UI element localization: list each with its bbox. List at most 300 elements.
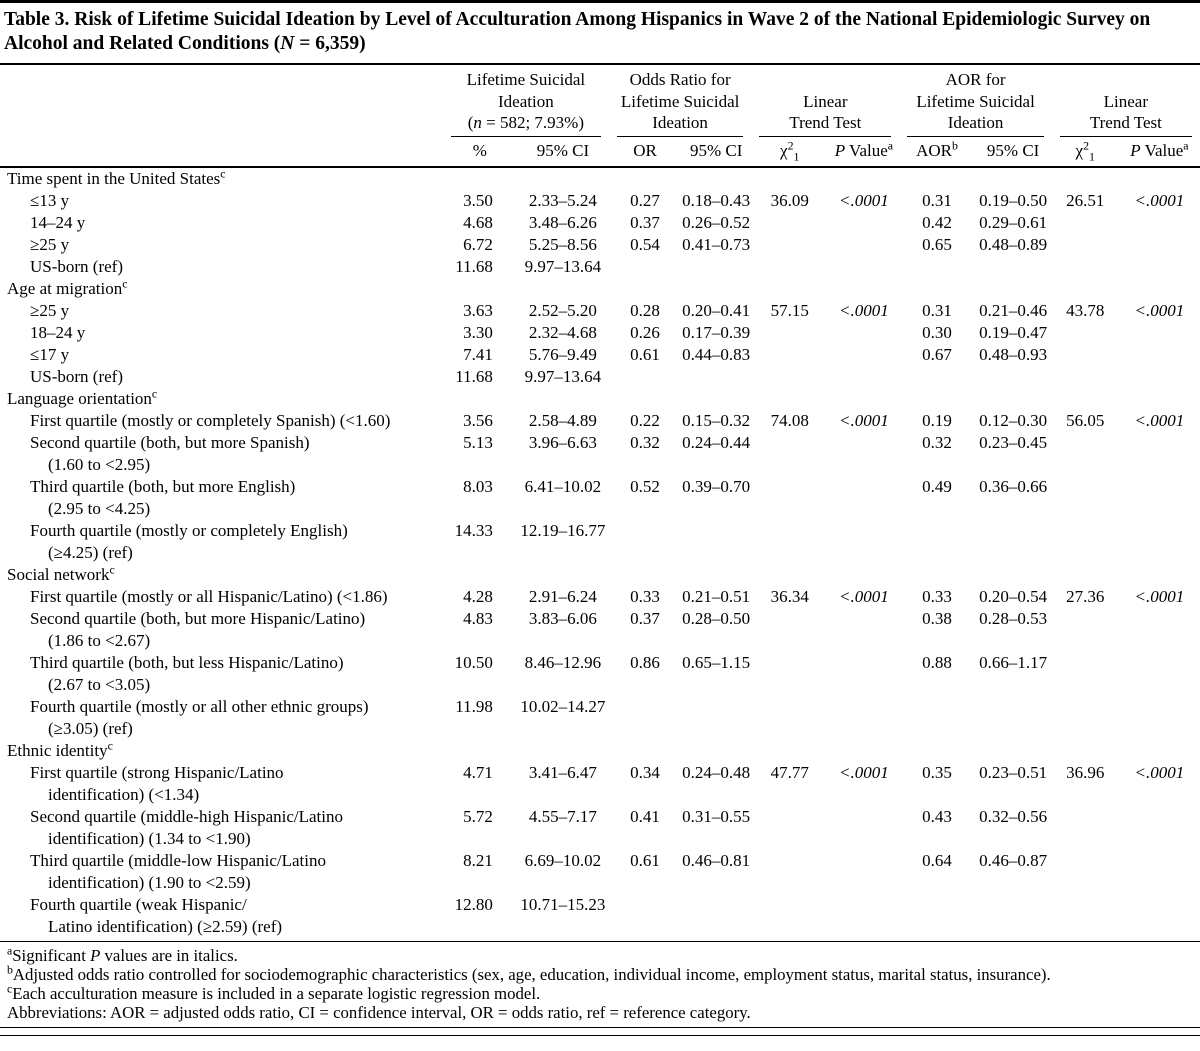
data-cell: 11.68 xyxy=(455,256,493,276)
data-cell: 6.41–10.02 xyxy=(524,476,602,496)
row-label xyxy=(0,300,443,322)
column-header: OR xyxy=(609,137,681,167)
row-label-line2: (2.95 to <4.25) xyxy=(48,498,151,518)
data-cell: 2.33–5.24 xyxy=(528,190,597,210)
data-cell xyxy=(1119,432,1200,476)
data-cell xyxy=(975,256,1052,278)
data-cell xyxy=(828,212,899,234)
data-cell: 2.32–4.68 xyxy=(528,322,597,342)
data-cell xyxy=(1119,520,1200,564)
column-group-underline xyxy=(451,69,601,137)
footnote: $^b$Adjusted odds ratio controlled for sociodemographic characteristics (sex, age, education, individual income, employment status, marital status, insurance). xyxy=(7,962,1051,984)
data-cell: 0.64 xyxy=(922,850,952,870)
data-cell: 36.34 xyxy=(770,586,809,606)
row-label-line2: identification) (<1.34) xyxy=(48,784,200,804)
data-cell xyxy=(1119,322,1200,344)
data-cell: 0.23–0.45 xyxy=(979,432,1048,452)
table-row xyxy=(0,520,1200,564)
data-cell: 0.19–0.50 xyxy=(979,190,1048,210)
data-table xyxy=(0,63,1200,938)
data-cell: 7.41 xyxy=(463,344,493,364)
data-cell xyxy=(828,344,899,366)
table-row xyxy=(0,366,1200,388)
data-cell xyxy=(1052,212,1119,234)
data-cell xyxy=(751,432,828,476)
row-label-line2: Latino identification) (≥2.59) (ref) xyxy=(48,916,283,936)
data-cell: 0.65–1.15 xyxy=(682,652,751,672)
data-cell: 0.36–0.66 xyxy=(979,476,1048,496)
column-group-label: Lifetime Suicidal xyxy=(916,91,1035,111)
table-row xyxy=(0,850,1200,894)
row-label-line1: ≥25 y xyxy=(30,300,70,320)
data-cell: 0.29–0.61 xyxy=(979,212,1048,232)
data-cell: 0.41 xyxy=(630,806,660,826)
data-cell xyxy=(1052,696,1119,740)
table-row xyxy=(0,652,1200,696)
row-label xyxy=(0,212,443,234)
table-row xyxy=(0,476,1200,520)
data-cell xyxy=(828,850,899,894)
column-group-label: Trend Test xyxy=(1089,113,1162,132)
row-label-line2: (1.86 to <2.67) xyxy=(48,630,151,650)
row-label-line1: ≤17 y xyxy=(30,344,70,364)
data-cell: 0.31 xyxy=(922,190,952,210)
table-row xyxy=(0,410,1200,432)
data-cell: 0.31 xyxy=(922,300,952,320)
row-label-line1: Fourth quartile (weak Hispanic/ xyxy=(30,894,247,914)
footnote: Abbreviations: AOR = adjusted odds ratio, CI = confidence interval, OR = odds ratio, ref = reference category. xyxy=(7,1002,751,1022)
data-cell xyxy=(899,366,974,388)
data-cell: 6.69–10.02 xyxy=(524,850,602,870)
column-group-label: Ideation xyxy=(947,113,1004,132)
row-label-line1: Third quartile (both, but less Hispanic/Latino) xyxy=(30,652,344,672)
data-cell xyxy=(681,256,751,278)
data-cell: 5.13 xyxy=(463,432,493,452)
data-cell: 3.48–6.26 xyxy=(528,212,597,232)
row-label xyxy=(0,806,443,850)
data-cell: 0.17–0.39 xyxy=(682,322,751,342)
column-group-row xyxy=(0,64,1200,137)
data-cell: 0.86 xyxy=(630,652,660,672)
data-cell: 12.19–16.77 xyxy=(520,520,606,540)
data-cell: 14.33 xyxy=(454,520,493,540)
data-cell: <.0001 xyxy=(839,410,889,430)
table-row xyxy=(0,608,1200,652)
section-row xyxy=(0,564,1200,586)
row-label xyxy=(0,762,443,806)
column-header: $\chi^2_1$ xyxy=(751,137,828,167)
data-cell: 36.09 xyxy=(770,190,809,210)
column-group-underline xyxy=(617,69,743,137)
data-cell: 0.46–0.81 xyxy=(682,850,751,870)
data-cell: 0.12–0.30 xyxy=(979,410,1048,430)
data-cell xyxy=(828,696,899,740)
data-cell: 8.46–12.96 xyxy=(524,652,602,672)
table-row xyxy=(0,344,1200,366)
data-cell: 10.71–15.23 xyxy=(520,894,606,914)
data-cell xyxy=(751,256,828,278)
column-group-label: Ideation xyxy=(652,113,708,132)
data-cell xyxy=(1119,366,1200,388)
data-cell xyxy=(609,256,681,278)
data-cell: 0.32–0.56 xyxy=(979,806,1048,826)
data-cell xyxy=(609,366,681,388)
data-cell: 5.72 xyxy=(463,806,493,826)
data-cell xyxy=(828,652,899,696)
data-cell: <.0001 xyxy=(839,300,889,320)
data-cell: 2.58–4.89 xyxy=(528,410,597,430)
row-label-line2: (≥3.05) (ref) xyxy=(48,718,133,738)
data-cell: 0.65 xyxy=(922,234,952,254)
data-cell: <.0001 xyxy=(1134,410,1185,430)
data-cell xyxy=(609,520,681,564)
data-cell: <.0001 xyxy=(839,190,889,210)
row-label xyxy=(0,322,443,344)
data-cell xyxy=(751,894,828,938)
column-header: AOR$^b$ xyxy=(899,137,974,167)
footnote: $^a$Significant P values are in italics. xyxy=(7,943,238,965)
column-header: P Value$^a$ xyxy=(828,137,899,167)
data-cell xyxy=(828,366,899,388)
table-row xyxy=(0,300,1200,322)
data-cell: 11.98 xyxy=(455,696,493,716)
stub-header-cell xyxy=(0,137,443,167)
row-label-line1: Third quartile (middle-low Hispanic/Latino xyxy=(30,850,327,870)
data-cell xyxy=(1052,806,1119,850)
table-row xyxy=(0,696,1200,740)
column-group-label: Odds Ratio for xyxy=(629,70,731,89)
column-header: $\chi^2_1$ xyxy=(1052,137,1119,167)
data-cell xyxy=(899,696,974,740)
data-cell xyxy=(1052,344,1119,366)
data-cell: 9.97–13.64 xyxy=(524,366,602,386)
data-cell: 0.88 xyxy=(922,652,952,672)
data-cell xyxy=(899,256,974,278)
data-cell: 0.33 xyxy=(630,586,660,606)
data-cell xyxy=(751,520,828,564)
section-row xyxy=(0,167,1200,190)
data-cell: 0.28–0.50 xyxy=(682,608,751,628)
data-cell: 26.51 xyxy=(1066,190,1105,210)
data-cell xyxy=(751,322,828,344)
data-cell xyxy=(1052,476,1119,520)
data-cell xyxy=(828,894,899,938)
data-cell xyxy=(828,806,899,850)
table-row xyxy=(0,432,1200,476)
data-cell: 4.55–7.17 xyxy=(528,806,597,826)
column-header: 95% CI xyxy=(517,137,609,167)
column-header-row xyxy=(0,137,1200,167)
data-cell xyxy=(828,234,899,256)
data-cell xyxy=(828,520,899,564)
table-row xyxy=(0,190,1200,212)
data-cell: 3.50 xyxy=(463,190,493,210)
data-cell xyxy=(828,256,899,278)
section-header: Age at migration$^c$ xyxy=(7,275,128,298)
column-group-underline xyxy=(759,91,891,137)
row-label-line2: identification) (1.90 to <2.59) xyxy=(48,872,251,892)
data-cell xyxy=(975,894,1052,938)
data-cell: 0.30 xyxy=(922,322,952,342)
data-cell: <.0001 xyxy=(839,762,889,782)
data-cell: 3.96–6.63 xyxy=(528,432,597,452)
data-cell xyxy=(828,608,899,652)
column-group-label: Trend Test xyxy=(789,113,862,132)
data-cell: 0.28 xyxy=(630,300,660,320)
data-cell xyxy=(1052,322,1119,344)
data-cell: 3.83–6.06 xyxy=(528,608,597,628)
data-cell: 0.41–0.73 xyxy=(682,234,751,254)
column-group-label: Ideation xyxy=(498,91,554,111)
section-header: Language orientation$^c$ xyxy=(7,385,158,408)
data-cell: 0.38 xyxy=(922,608,952,628)
data-cell: 0.26 xyxy=(630,322,660,342)
data-cell: 0.24–0.48 xyxy=(682,762,751,782)
data-cell: 4.28 xyxy=(463,586,493,606)
data-cell: 0.43 xyxy=(922,806,952,826)
table-row xyxy=(0,806,1200,850)
data-cell xyxy=(828,476,899,520)
column-group-header xyxy=(1052,64,1200,137)
data-cell xyxy=(1119,476,1200,520)
column-group-underline xyxy=(907,69,1043,137)
data-cell xyxy=(899,520,974,564)
data-cell: 74.08 xyxy=(770,410,809,430)
data-cell xyxy=(1052,366,1119,388)
column-group-header xyxy=(899,64,1051,137)
section-row xyxy=(0,388,1200,410)
data-cell xyxy=(975,366,1052,388)
column-header: % xyxy=(443,137,517,167)
column-header: 95% CI xyxy=(681,137,751,167)
row-label-line2: identification) (1.34 to <1.90) xyxy=(48,828,251,848)
data-cell xyxy=(609,894,681,938)
row-label-line1: First quartile (strong Hispanic/Latino xyxy=(30,762,284,782)
data-cell: 27.36 xyxy=(1066,586,1105,606)
column-group-header xyxy=(609,64,751,137)
data-cell: <.0001 xyxy=(1134,762,1185,782)
data-cell xyxy=(681,696,751,740)
data-cell xyxy=(1119,212,1200,234)
data-cell: 0.42 xyxy=(922,212,952,232)
data-cell: 0.32 xyxy=(630,432,660,452)
data-cell xyxy=(751,652,828,696)
row-label-line1: Third quartile (both, but more English) xyxy=(30,476,296,496)
row-label xyxy=(0,850,443,894)
column-group-header xyxy=(751,64,899,137)
footnote: $^c$Each acculturation measure is included in a separate logistic regression model. xyxy=(7,981,541,1003)
data-cell: 5.25–8.56 xyxy=(528,234,597,254)
row-label-line1: Second quartile (both, but more Hispanic/Latino) xyxy=(30,608,366,628)
data-cell xyxy=(681,894,751,938)
data-cell: 43.78 xyxy=(1066,300,1105,320)
data-cell: 0.52 xyxy=(630,476,660,496)
column-header: 95% CI xyxy=(975,137,1052,167)
data-cell xyxy=(1119,894,1200,938)
data-cell xyxy=(681,366,751,388)
footnotes xyxy=(0,941,1200,1027)
row-label xyxy=(0,256,443,278)
section-row xyxy=(0,278,1200,300)
data-cell: 8.21 xyxy=(463,850,493,870)
row-label xyxy=(0,410,443,432)
row-label xyxy=(0,696,443,740)
data-cell xyxy=(1119,806,1200,850)
data-cell: 0.26–0.52 xyxy=(682,212,751,232)
row-label xyxy=(0,652,443,696)
data-cell xyxy=(1052,850,1119,894)
row-label-line1: Second quartile (middle-high Hispanic/Latino xyxy=(30,806,344,826)
data-cell: 2.91–6.24 xyxy=(528,586,597,606)
data-cell: 0.19–0.47 xyxy=(979,322,1048,342)
table-row xyxy=(0,256,1200,278)
table-row xyxy=(0,586,1200,608)
data-cell: 0.22 xyxy=(630,410,660,430)
row-label xyxy=(0,234,443,256)
row-label xyxy=(0,894,443,938)
data-cell: 10.50 xyxy=(454,652,493,672)
row-label-line1: First quartile (mostly or all Hispanic/Latino) (<1.86) xyxy=(30,586,388,606)
data-cell xyxy=(751,608,828,652)
column-group-label: Linear xyxy=(803,91,848,111)
row-label-line2: (≥4.25) (ref) xyxy=(48,542,133,562)
row-label-line1: US-born (ref) xyxy=(30,256,123,276)
data-cell xyxy=(1052,608,1119,652)
data-cell: 3.56 xyxy=(463,410,493,430)
data-cell: 0.48–0.89 xyxy=(979,234,1048,254)
data-cell: <.0001 xyxy=(1134,190,1185,210)
data-cell xyxy=(975,696,1052,740)
data-cell xyxy=(751,806,828,850)
data-cell: 0.46–0.87 xyxy=(979,850,1048,870)
data-cell: 0.37 xyxy=(630,608,660,628)
corner-cell xyxy=(0,64,443,137)
data-cell: <.0001 xyxy=(1134,300,1185,320)
data-cell xyxy=(751,366,828,388)
data-cell: 3.41–6.47 xyxy=(528,762,597,782)
data-cell: 0.67 xyxy=(922,344,952,364)
data-cell xyxy=(1052,432,1119,476)
section-row xyxy=(0,740,1200,762)
data-cell: 0.20–0.54 xyxy=(979,586,1048,606)
row-label xyxy=(0,432,443,476)
data-cell: 6.72 xyxy=(463,234,493,254)
data-cell: 8.03 xyxy=(463,476,493,496)
data-cell: 0.39–0.70 xyxy=(682,476,751,496)
row-label xyxy=(0,366,443,388)
data-cell xyxy=(1052,256,1119,278)
data-cell xyxy=(681,520,751,564)
section-header: Social network$^c$ xyxy=(7,561,115,584)
column-group-label: Linear xyxy=(1103,91,1149,111)
row-label-line1: Second quartile (both, but more Spanish) xyxy=(30,432,310,452)
row-label-line1: First quartile (mostly or completely Spanish) (<1.60) xyxy=(30,410,391,430)
table-row xyxy=(0,762,1200,806)
column-group-label: Lifetime Suicidal xyxy=(466,70,586,89)
data-cell xyxy=(609,696,681,740)
row-label xyxy=(0,586,443,608)
data-cell: 36.96 xyxy=(1066,762,1105,782)
row-label xyxy=(0,608,443,652)
table-row xyxy=(0,894,1200,938)
row-label-line1: US-born (ref) xyxy=(30,366,123,386)
data-cell xyxy=(1052,894,1119,938)
data-cell: 0.23–0.51 xyxy=(979,762,1048,782)
row-label-line1: Fourth quartile (mostly or all other ethnic groups) xyxy=(30,696,369,716)
data-cell: 0.21–0.51 xyxy=(682,586,751,606)
data-cell: 4.68 xyxy=(463,212,493,232)
row-label-line1: 14–24 y xyxy=(30,212,86,232)
column-header: P Value$^a$ xyxy=(1119,137,1200,167)
data-cell: 0.33 xyxy=(922,586,952,606)
section-header: Time spent in the United States$^c$ xyxy=(7,165,226,188)
row-label xyxy=(0,520,443,564)
column-group-label: (n = 582; 7.93%) xyxy=(467,113,585,132)
data-cell: 0.32 xyxy=(922,432,952,452)
data-cell: 11.68 xyxy=(455,366,493,386)
data-cell: 4.71 xyxy=(463,762,493,782)
data-cell: <.0001 xyxy=(839,586,889,606)
data-cell: 0.31–0.55 xyxy=(682,806,751,826)
data-cell: 57.15 xyxy=(770,300,809,320)
row-label-line1: ≥25 y xyxy=(30,234,70,254)
data-cell: 0.37 xyxy=(630,212,660,232)
data-cell: 0.34 xyxy=(630,762,660,782)
data-cell xyxy=(751,212,828,234)
table-header xyxy=(0,64,1200,167)
data-cell: 56.05 xyxy=(1066,410,1105,430)
data-cell: 3.63 xyxy=(463,300,493,320)
data-cell xyxy=(1119,850,1200,894)
data-cell xyxy=(751,234,828,256)
data-cell: 0.49 xyxy=(922,476,952,496)
data-cell: 0.66–1.17 xyxy=(979,652,1048,672)
row-label xyxy=(0,190,443,212)
data-cell: 0.61 xyxy=(630,850,660,870)
column-group-label: Lifetime Suicidal xyxy=(620,91,740,111)
table-row xyxy=(0,212,1200,234)
data-cell xyxy=(899,894,974,938)
bottom-rule xyxy=(0,1027,1200,1036)
data-cell: 10.02–14.27 xyxy=(520,696,606,716)
data-cell xyxy=(828,322,899,344)
data-cell: 2.52–5.20 xyxy=(528,300,597,320)
data-cell: 0.18–0.43 xyxy=(682,190,751,210)
data-cell: 4.83 xyxy=(463,608,493,628)
column-group-underline xyxy=(1060,91,1192,137)
data-cell xyxy=(1119,608,1200,652)
data-cell: 0.54 xyxy=(630,234,660,254)
section-header: Ethnic identity$^c$ xyxy=(7,737,113,760)
table-row xyxy=(0,234,1200,256)
data-cell: 0.20–0.41 xyxy=(682,300,751,320)
row-label xyxy=(0,476,443,520)
data-cell: 0.21–0.46 xyxy=(979,300,1048,320)
data-cell: 9.97–13.64 xyxy=(524,256,602,276)
table-row xyxy=(0,322,1200,344)
data-cell: 0.15–0.32 xyxy=(682,410,751,430)
data-cell: 47.77 xyxy=(770,762,809,782)
data-cell: 0.28–0.53 xyxy=(979,608,1048,628)
data-cell xyxy=(828,432,899,476)
data-cell: 0.27 xyxy=(630,190,660,210)
data-cell xyxy=(751,850,828,894)
data-cell: 0.61 xyxy=(630,344,660,364)
data-cell: <.0001 xyxy=(1134,586,1185,606)
data-cell xyxy=(1119,234,1200,256)
data-cell: 12.80 xyxy=(454,894,493,914)
data-cell xyxy=(1119,344,1200,366)
